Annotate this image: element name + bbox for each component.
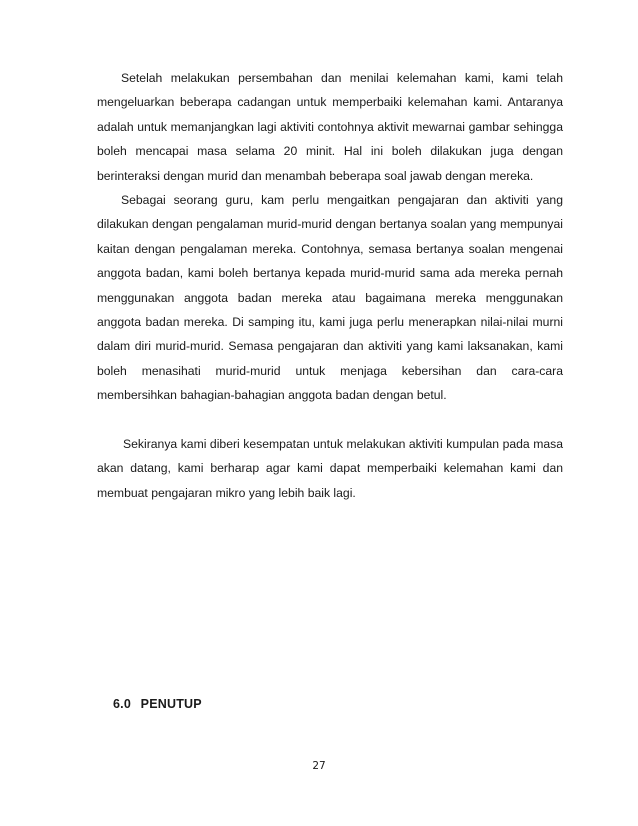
page-number: 27 xyxy=(312,760,326,772)
section-number: 6.0 xyxy=(113,697,131,711)
section-heading xyxy=(113,697,202,711)
body-text xyxy=(97,66,563,505)
paragraph-teacher-role: Sebagai seorang guru, kam perlu mengaitkan pengajaran dan aktiviti yang dilakukan dengan pengalaman murid-murid dengan bertanya soalan yang mempunyai kaitan dengan pengalaman mereka. Contohnya, semasa bertanya soalan mengenai anggota badan, kami boleh bertanya kepada murid-murid sama ada mereka pernah menggunakan anggota badan mereka atau bagaimana mereka menggunakan anggota badan mereka. Di samping itu, kami juga perlu menerapkan nilai-nilai murni dalam diri murid-murid. Semasa pengajaran dan aktiviti yang kami laksanakan, kami boleh menasihati murid-murid untuk menjaga kebersihan dan cara-cara membersihkan bahagian-bahagian anggota badan dengan betul. xyxy=(97,193,563,403)
section-title: PENUTUP xyxy=(140,697,202,711)
paragraph-future: Sekiranya kami diberi kesempatan untuk melakukan aktiviti kumpulan pada masa akan datang, kami berharap agar kami dapat memperbaiki kelemahan kami dan membuat pengajaran mikro yang lebih baik lagi. xyxy=(97,436,563,500)
paragraph-suggestions: Setelah melakukan persembahan dan menilai kelemahan kami, kami telah mengeluarkan beberapa cadangan untuk memperbaiki kelemahan kami. Antaranya adalah untuk memanjangkan lagi aktiviti contohnya aktivit mewarnai gambar sehingga boleh mencapai masa selama 20 minit. Hal ini boleh dilakukan juga dengan berinteraksi dengan murid dan menambah beberapa soal jawab dengan mereka. xyxy=(97,71,563,183)
